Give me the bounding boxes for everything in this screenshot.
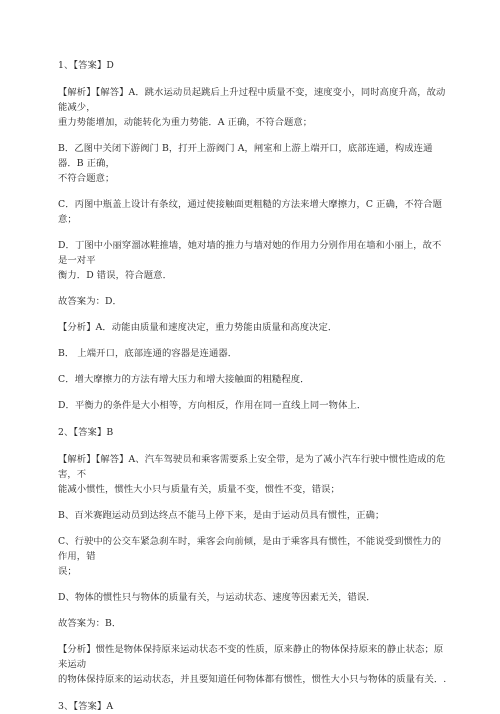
q2-analysis-b: B、百米赛跑运动员到达终点不能马上停下来，是由于运动员具有惯性，正确； bbox=[58, 510, 385, 521]
q1-analysis-a: 【解析】【解答】A．跳水运动员起跳后上升过程中质量不变，速度变小，同时高度升高，故动能减少， bbox=[58, 87, 446, 113]
q2-analysis-a: 【解析】【解答】A、汽车驾驶员和乘客需要系上安全带，是为了减小汽车行驶中惯性造成的危害，不 bbox=[58, 454, 446, 480]
q2-fenxi: 【分析】惯性是物体保持原来运动状态不变的性质，原来静止的物体保持原来的静止状态；原来运动 bbox=[58, 644, 444, 670]
q2-conclusion: 故答案为：B． bbox=[58, 618, 122, 629]
q2-fenxi-cont: 的物体保持原来的运动状态，并且要知道任何物体都有惯性，惯性大小只与物体的质量有关．. bbox=[58, 674, 447, 685]
q2-analysis-d: D、物体的惯性只与物体的质量有关，与运动状态、速度等因素无关，错误． bbox=[58, 592, 376, 603]
q1-fenxi-a: 【分析】A．动能由质量和速度决定，重力势能由质量和高度决定． bbox=[58, 322, 338, 333]
q1-fenxi-d: D．平衡力的条件是大小相等，方向相反，作用在同一直线上同一物体上． bbox=[58, 400, 367, 411]
q2-analysis-a-cont: 能减小惯性，惯性大小只与质量有关，质量不变，惯性不变，错误； bbox=[58, 484, 340, 495]
document-page bbox=[58, 58, 450, 714]
q1-analysis-b-cont: 不符合题意； bbox=[58, 173, 115, 184]
q1-fenxi-b: B． 上端开口，底部连通的容器是连通器． bbox=[58, 348, 238, 359]
q1-answer: 1、【答案】D bbox=[58, 60, 114, 71]
q2-answer: 2、【答案】B bbox=[58, 427, 114, 438]
q1-analysis-a-cont: 重力势能增加，动能转化为重力势能．A 正确，不符合题意； bbox=[58, 117, 313, 128]
q2-analysis-c: C、行驶中的公交车紧急刹车时，乘客会向前倾，是由于乘客具有惯性，不能说受到惯性力的作用，错 bbox=[58, 536, 442, 562]
q1-fenxi-c: C．增大摩擦力的方法有增大压力和增大接触面的粗糙程度． bbox=[58, 374, 310, 385]
q3-answer: 3、【答案】A bbox=[58, 701, 114, 712]
q2-analysis-c-cont: 误； bbox=[58, 566, 77, 577]
q1-analysis-d-cont: 衡力．D 错误，符合题意． bbox=[58, 270, 172, 281]
q1-analysis-b: B．乙图中关闭下游阀门 B，打开上游阀门 A，闸室和上游上端开口，底部连通，构成连通器．B 正确， bbox=[58, 143, 433, 169]
q1-conclusion: 故答案为：D． bbox=[58, 296, 122, 307]
q1-analysis-d: D．丁图中小丽穿溜冰鞋推墙，她对墙的推力与墙对她的作用力分别作用在墙和小丽上，故不是一对平 bbox=[58, 240, 442, 266]
q1-analysis-c: C．丙图中瓶盖上设计有条纹，通过使接触面更粗糙的方法来增大摩擦力，C 正确，不符合题意； bbox=[58, 199, 442, 225]
